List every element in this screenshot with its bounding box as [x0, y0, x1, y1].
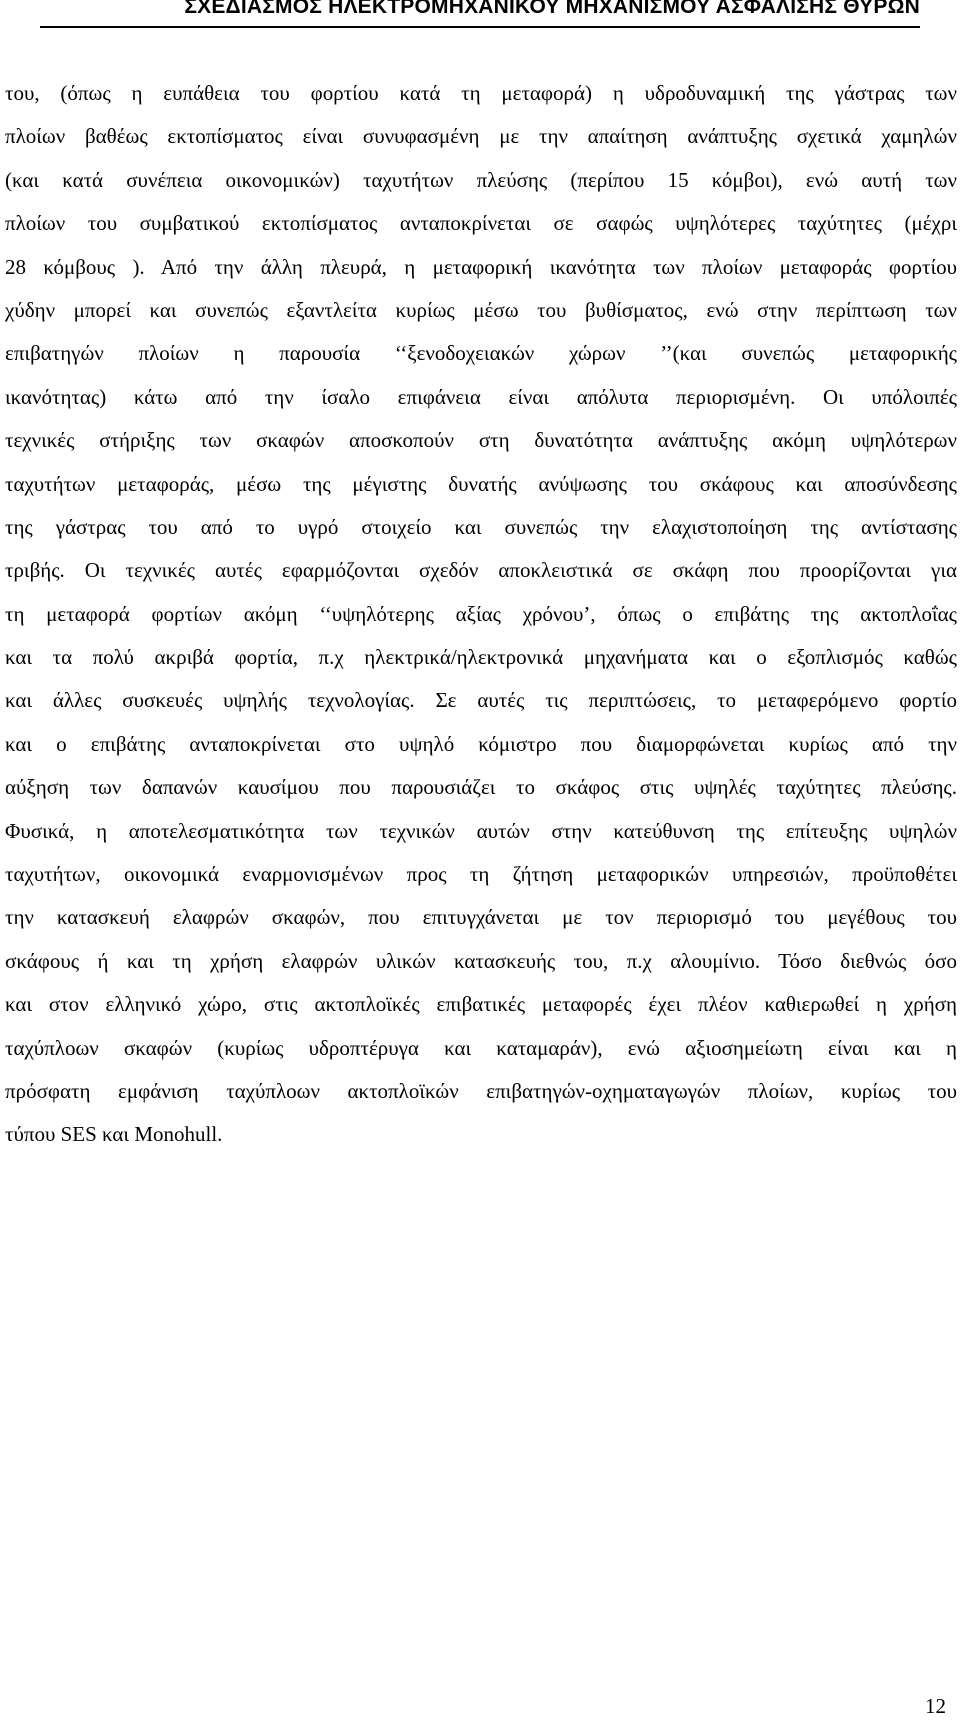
text-line: πλοίων βαθέως εκτοπίσματος είναι συνυφασμένη με την απαίτηση ανάπτυξης σχετικά χαμηλών — [5, 124, 957, 149]
text-line: τύπου SES και Monohull. — [5, 1122, 223, 1147]
text-line: τη μεταφορά φορτίων ακόμη ‘‘υψηλότερης αξίας χρόνου’, όπως ο επιβάτης της ακτοπλοΐας — [5, 601, 957, 626]
text-line: τριβής. Οι τεχνικές αυτές εφαρμόζονται σχεδόν αποκλειστικά σε σκάφη που προορίζονται για — [5, 558, 957, 583]
text-line: του, (όπως η ευπάθεια του φορτίου κατά τη μεταφορά) η υδροδυναμική της γάστρας των — [5, 81, 957, 105]
page-header-title: ΣΧΕΔΙΑΣΜΟΣ ΗΛΕΚΤΡΟΜΗΧΑΝΙΚΟΥ ΜΗΧΑΝΙΣΜΟΥ ΑΣΦΑΛΙΣΗΣ ΘΥΡΩΝ — [184, 0, 920, 18]
text-line: και τα πολύ ακριβά φορτία, π.χ ηλεκτρικά/ηλεκτρονικά μηχανήματα και ο εξοπλισμός καθώς — [5, 645, 957, 670]
text-line: Φυσικά, η αποτελεσματικότητα των τεχνικών αυτών στην κατεύθυνση της επίτευξης υψηλών — [5, 818, 957, 843]
text-line: πλοίων του συμβατικού εκτοπίσματος ανταποκρίνεται σε σαφώς υψηλότερες ταχύτητες (μέχρι — [5, 211, 957, 236]
text-line: αύξηση των δαπανών καυσίμου που παρουσιάζει το σκάφος στις υψηλές ταχύτητες πλεύσης. — [5, 775, 957, 800]
text-line: της γάστρας του από το υγρό στοιχείο και συνεπώς την ελαχιστοποίηση της αντίστασης — [5, 514, 957, 539]
text-line: την κατασκευή ελαφρών σκαφών, που επιτυγχάνεται με τον περιορισμό του μεγέθους του — [5, 905, 957, 930]
body-paragraph — [5, 72, 957, 1157]
text-line: ταχυτήτων, οικονομικά εναρμονισμένων προς τη ζήτηση μεταφορικών υπηρεσιών, προϋποθέτει — [5, 862, 957, 887]
text-line: ικανότητας) κάτω από την ίσαλο επιφάνεια είναι απόλυτα περιορισμένη. Οι υπόλοιπές — [5, 384, 957, 409]
text-line: χύδην μπορεί και συνεπώς εξαντλείτα κυρίως μέσω του βυθίσματος, ενώ στην περίπτωση των — [5, 297, 957, 322]
text-line: ταχύπλοων σκαφών (κυρίως υδροπτέρυγα και καταμαράν), ενώ αξιοσημείωτη είναι και η — [5, 1035, 957, 1060]
text-line: και ο επιβάτης ανταποκρίνεται στο υψηλό κόμιστρο που διαμορφώνεται κυρίως από την — [5, 731, 957, 756]
text-line: και στον ελληνικό χώρο, στις ακτοπλοϊκές επιβατικές μεταφορές έχει πλέον καθιερωθεί η χρήση — [5, 992, 957, 1017]
text-line: ταχυτήτων μεταφοράς, μέσω της μέγιστης δυνατής ανύψωσης του σκάφους και αποσύνδεσης — [5, 471, 957, 496]
text-line: και άλλες συσκευές υψηλής τεχνολογίας. Σε αυτές τις περιπτώσεις, το μεταφερόμενο φορτίο — [5, 688, 957, 713]
text-line: τεχνικές στήριξης των σκαφών αποσκοπούν στη δυνατότητα ανάπτυξης ακόμη υψηλότερων — [5, 428, 957, 453]
text-line: επιβατηγών πλοίων η παρουσία ‘‘ξενοδοχειακών χώρων ’’(και συνεπώς μεταφορικής — [5, 341, 957, 366]
page-number: 12 — [925, 1694, 946, 1718]
text-line: σκάφους ή και τη χρήση ελαφρών υλικών κατασκευής του, π.χ αλουμίνιο. Τόσο διεθνώς όσο — [5, 948, 957, 973]
page-header — [40, 0, 920, 28]
text-line: πρόσφατη εμφάνιση ταχύπλοων ακτοπλοϊκών επιβατηγών-οχηματαγωγών πλοίων, κυρίως του — [5, 1078, 957, 1103]
text-line: 28 κόμβους ). Από την άλλη πλευρά, η μεταφορική ικανότητα των πλοίων μεταφοράς φορτίου — [5, 254, 957, 279]
text-line: (και κατά συνέπεια οικονομικών) ταχυτήτων πλεύσης (περίπου 15 κόμβοι), ενώ αυτή των — [5, 167, 957, 192]
